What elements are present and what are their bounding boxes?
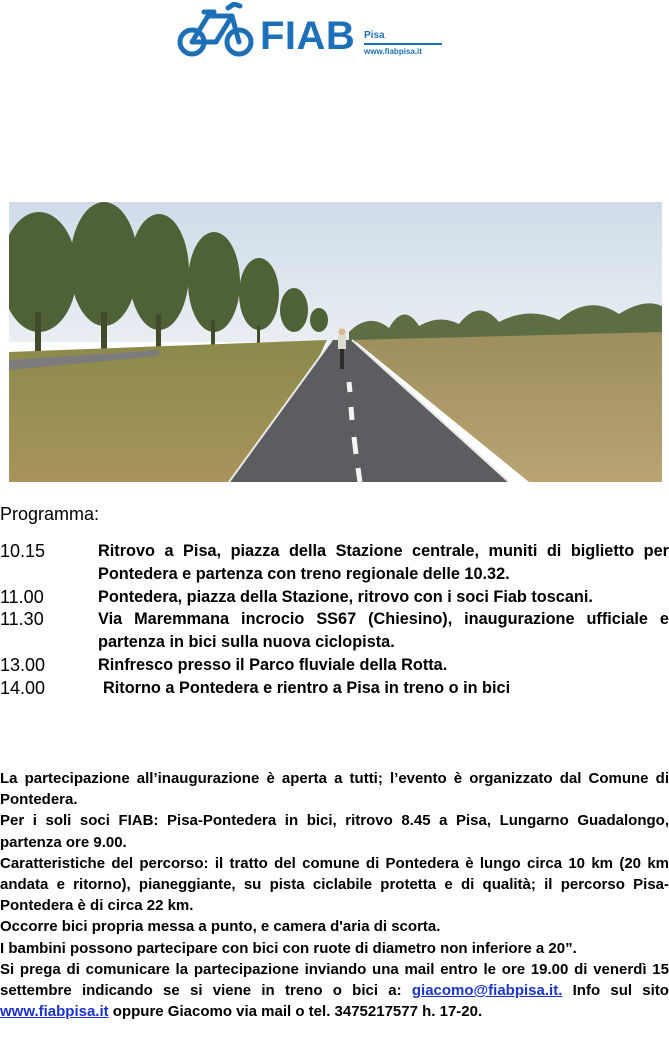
- info-paragraph: La partecipazione all’inaugurazione è aperta a tutti; l’evento è organizzato dal Comune di Pontedera.: [0, 770, 669, 809]
- item-description: Via Maremmana incrocio SS67 (Chiesino), inaugurazione ufficiale e partenza in bici sulla nuova ciclopista.: [98, 610, 669, 652]
- list-item: [0, 654, 669, 677]
- list-item: [0, 677, 669, 700]
- programma-heading: Programma:: [0, 504, 100, 524]
- item-description: Rinfresco presso il Parco fluviale della Rotta.: [98, 655, 448, 674]
- list-item: [0, 608, 669, 654]
- bicycle-icon: [176, 2, 258, 64]
- info-paragraph: Per i soli soci FIAB: Pisa-Pontedera in bici, ritrovo 8.45 a Pisa, Lungarno Guadalongo, partenza ore 9.00.: [0, 812, 669, 851]
- item-time: 13.00: [0, 654, 46, 675]
- item-time: 11.00: [0, 586, 44, 607]
- item-time: 10.15: [0, 541, 46, 561]
- item-description: Pontedera, piazza della Stazione, ritrovo con i soci Fiab toscani.: [98, 587, 593, 606]
- item-time: 14.00: [0, 677, 46, 698]
- list-item: [0, 540, 669, 586]
- photo-illustration: [9, 202, 662, 482]
- item-description: Ritrovo a Pisa, piazza della Stazione centrale, muniti di biglietto per Pontedera e partenza con treno regionale delle 10.32.: [98, 542, 669, 583]
- contact-text: Info sul sito: [562, 982, 669, 1000]
- email-link[interactable]: giacomo@fiabpisa.it.: [411, 982, 563, 1000]
- info-section: [0, 768, 669, 1022]
- fiab-logo: [176, 2, 446, 64]
- item-time: 11.30: [0, 609, 44, 630]
- cycle-path-photo: [9, 202, 662, 482]
- logo-city: Pisa: [364, 30, 385, 41]
- programma-list: [0, 540, 669, 700]
- contact-paragraph: [0, 959, 669, 1023]
- info-paragraph: Occorre bici propria messa a punto, e camera d'aria di scorta.: [0, 918, 441, 936]
- website-link[interactable]: www.fiabpisa.it: [0, 1003, 109, 1021]
- list-item: [0, 586, 669, 609]
- logo-divider: [364, 43, 442, 45]
- info-paragraph: Caratteristiche del percorso: il tratto del comune di Pontedera è lungo circa 10 km (20 km andata e ritorno), pianeggiante, su pista ciclabile protetta e di qualità; il percorso Pisa-Pontedera è di circa 22 km.: [0, 854, 669, 915]
- item-description: Ritorno a Pontedera e rientro a Pisa in treno o in bici: [103, 678, 511, 697]
- info-paragraph: I bambini possono partecipare con bici con ruote di diametro non inferiore a 20”.: [0, 939, 577, 957]
- contact-text: Si prega di comunicare la partecipazione inviando una mail entro le ore 19.00 di venerdì 15 settembre indicando se si viene in treno o bici a:: [0, 960, 669, 1000]
- logo-url: www.fiabpisa.it: [364, 47, 422, 56]
- contact-text: oppure Giacomo via mail o tel. 3475217577 h. 17-20.: [108, 1003, 483, 1021]
- logo-wordmark: FIAB: [260, 14, 356, 58]
